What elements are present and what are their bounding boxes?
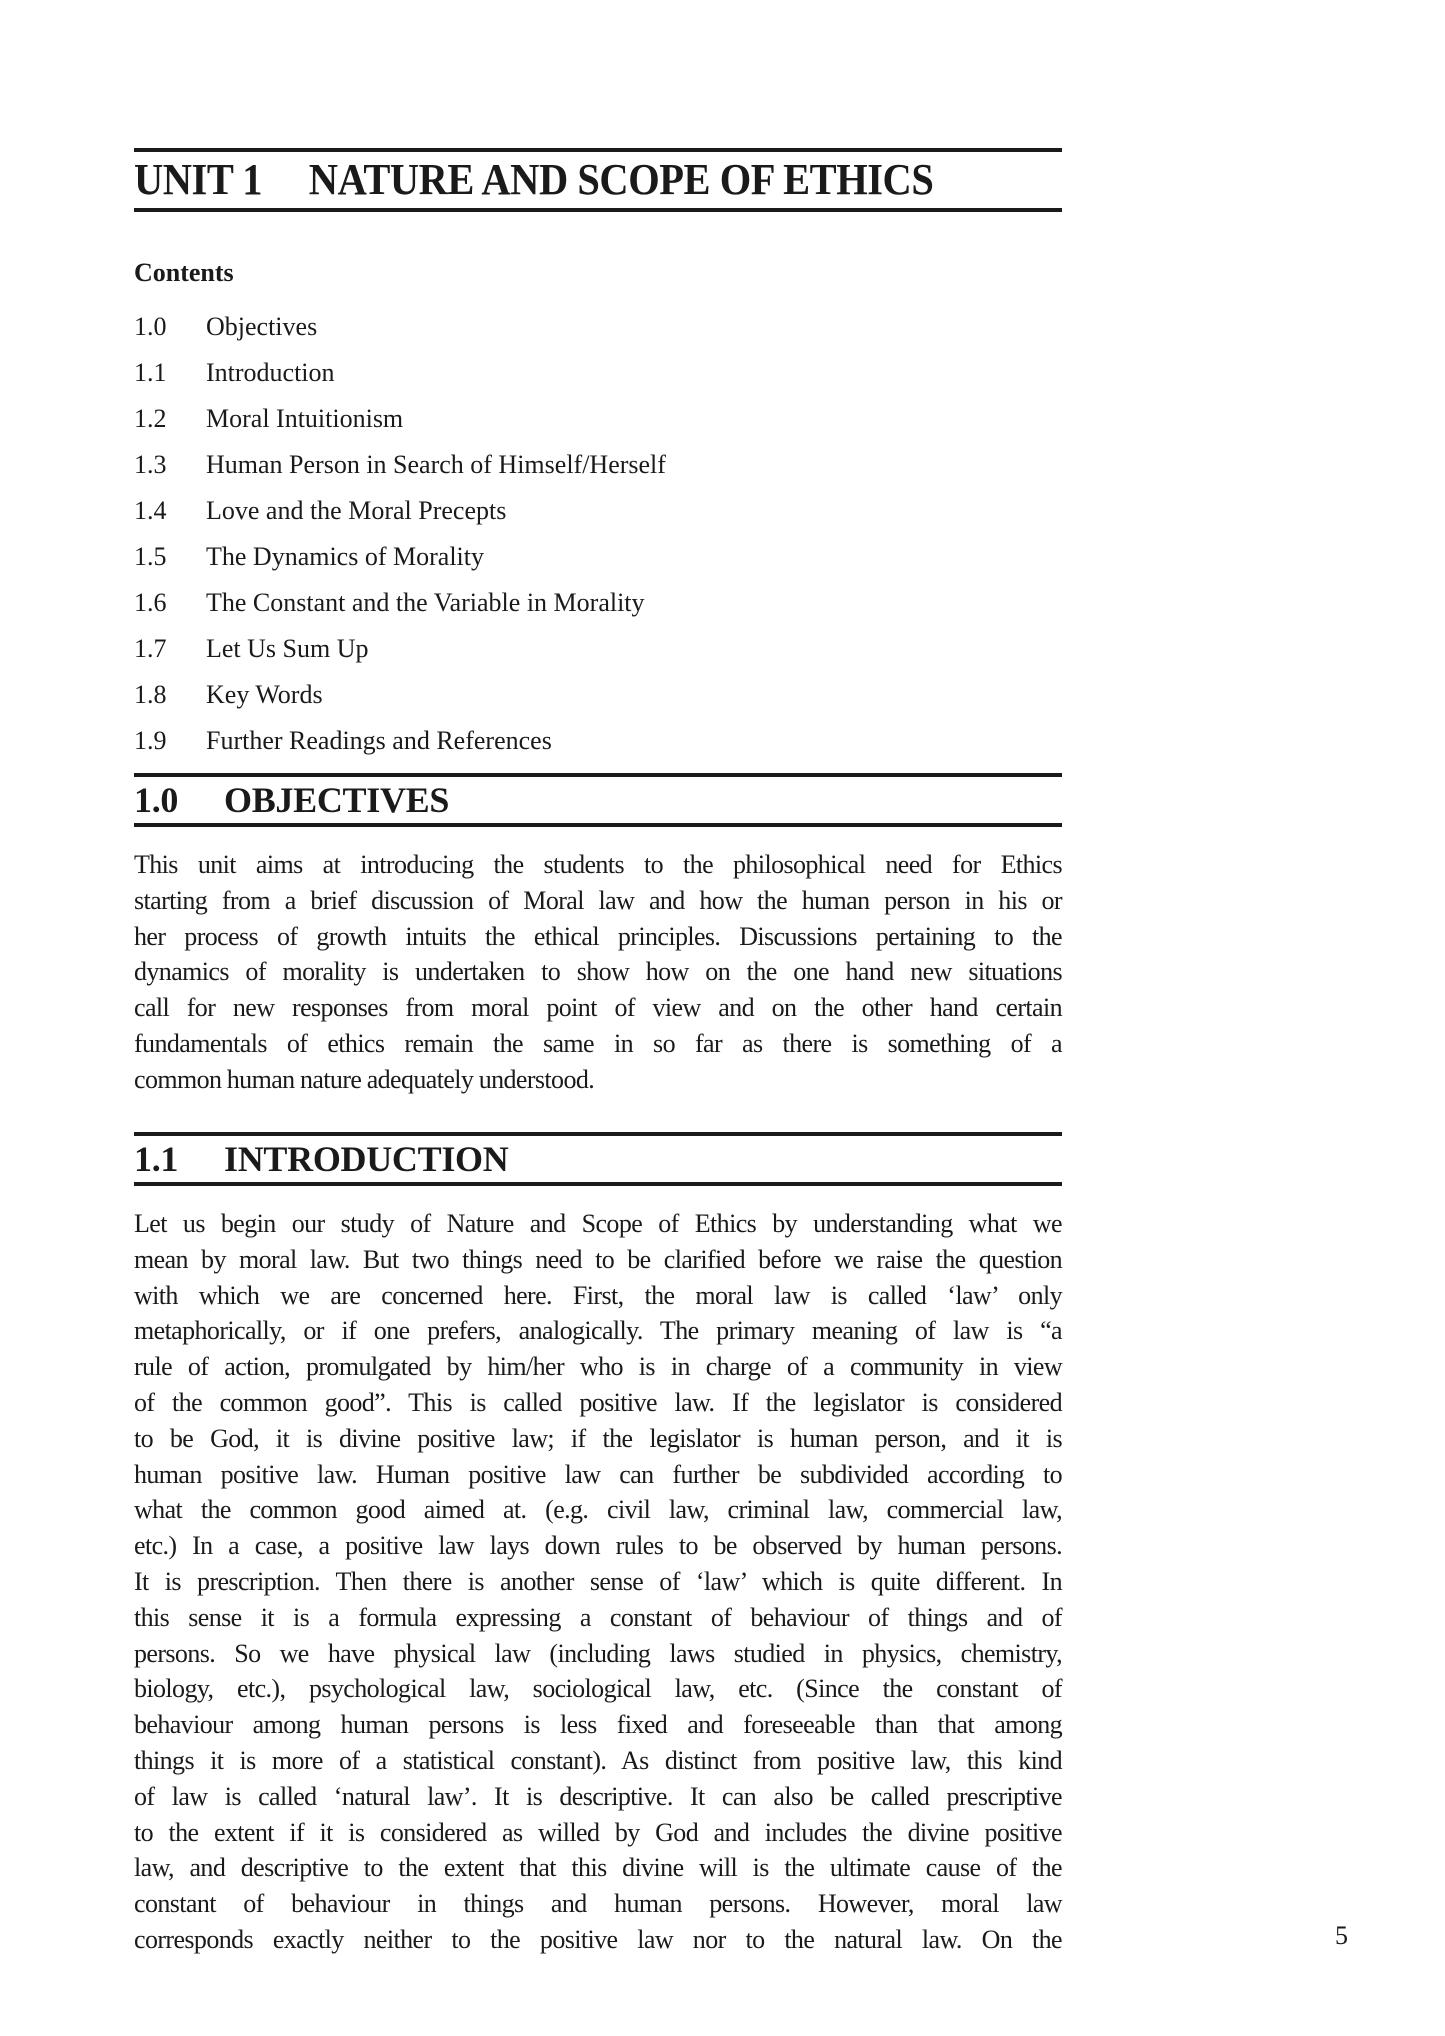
toc-item-number: 1.7 [134,634,167,663]
toc-item[interactable] [134,304,666,350]
text-line: corresponds exactly neither to the positive law nor to the natural law. On the [134,1924,1062,1954]
toc-item-number: 1.0 [134,312,167,341]
text-line: Let us begin our study of Nature and Scope of Ethics by understanding what we [134,1209,1062,1238]
section-title-text: INTRODUCTION [224,1139,509,1179]
toc-item[interactable] [134,580,666,626]
table-of-contents [134,304,666,764]
toc-item-label: Love and the Moral Precepts [206,496,507,525]
text-line: common human nature adequately understood. [134,1064,595,1094]
text-line: her process of growth intuits the ethical principles. Discussions pertaining to the [134,921,1062,951]
text-line: call for new responses from moral point of view and on the other hand certain [134,993,1062,1023]
text-line: fundamentals of ethics remain the same in so far as there is something of a [134,1028,1062,1058]
toc-item-label: Moral Intuitionism [206,404,404,433]
text-line: of the common good”. This is called positive law. If the legislator is considered [134,1387,1062,1417]
unit-title-text: NATURE AND SCOPE OF ETHICS [308,155,934,204]
section-title-text: OBJECTIVES [224,780,450,820]
toc-item-number: 1.2 [134,404,167,433]
text-line: starting from a brief discussion of Moral law and how the human person in his or [134,885,1062,915]
toc-item-label: Further Readings and References [206,726,552,755]
text-line: of law is called ‘natural law’. It is descriptive. It can also be called prescriptive [134,1781,1062,1811]
section-title [134,777,1062,823]
unit-number: UNIT 1 [134,155,263,204]
toc-item[interactable] [134,672,666,718]
text-line: behaviour among human persons is less fixed and foreseeable than that among [134,1710,1062,1740]
toc-item-label: Objectives [206,312,318,341]
toc-item-number: 1.4 [134,496,167,525]
text-line: to the extent if it is considered as willed by God and includes the divine positive [134,1817,1062,1847]
text-line: metaphorically, or if one prefers, analogically. The primary meaning of law is “a [134,1316,1062,1346]
page-number: 5 [1335,1921,1348,1950]
toc-item-label: The Constant and the Variable in Morality [206,588,645,617]
text-line: rule of action, promulgated by him/her who is in charge of a community in view [134,1352,1062,1382]
section-bottom-rule [134,1182,1062,1186]
section-number: 1.0 [134,780,179,820]
toc-item-label: Let Us Sum Up [206,634,369,663]
text-line: things it is more of a statistical constant). As distinct from positive law, this kind [134,1745,1062,1775]
toc-item[interactable] [134,488,666,534]
section-title [134,1136,1062,1182]
introduction-paragraph [134,1206,1062,1958]
toc-item-label: The Dynamics of Morality [206,542,484,571]
text-line: dynamics of morality is undertaken to show how on the one hand new situations [134,957,1062,987]
section-introduction [134,1132,1062,1958]
toc-item-number: 1.5 [134,542,167,571]
toc-item[interactable] [134,534,666,580]
text-line: to be God, it is divine positive law; if the legislator is human person, and it is [134,1423,1062,1453]
text-line: etc.) In a case, a positive law lays down rules to be observed by human persons. [134,1531,1062,1561]
toc-item-label: Introduction [206,358,335,387]
text-line: constant of behaviour in things and human persons. However, moral law [134,1889,1062,1919]
toc-item[interactable] [134,718,666,764]
text-line: mean by moral law. But two things need to be clarified before we raise the question [134,1244,1062,1274]
contents-heading: Contents [134,258,234,287]
toc-item-number: 1.3 [134,450,167,479]
toc-item[interactable] [134,350,666,396]
section-objectives [134,773,1062,1098]
section-number: 1.1 [134,1139,179,1179]
toc-item-number: 1.6 [134,588,167,617]
toc-item-number: 1.9 [134,726,167,755]
toc-item[interactable] [134,442,666,488]
text-line: This unit aims at introducing the students to the philosophical need for Ethics [134,850,1062,879]
text-line: biology, etc.), psychological law, sociological law, etc. (Since the constant of [134,1674,1062,1704]
toc-item[interactable] [134,396,666,442]
toc-item-label: Human Person in Search of Himself/Herself [206,450,666,479]
toc-item-number: 1.8 [134,680,167,709]
toc-item[interactable] [134,626,666,672]
text-line: human positive law. Human positive law can further be subdivided according to [134,1459,1062,1489]
text-line: with which we are concerned here. First, the moral law is called ‘law’ only [134,1280,1062,1310]
text-line: what the common good aimed at. (e.g. civil law, criminal law, commercial law, [134,1495,1062,1525]
unit-bottom-rule [134,208,1062,212]
text-line: persons. So we have physical law (including laws studied in physics, chemistry, [134,1638,1062,1668]
text-line: law, and descriptive to the extent that this divine will is the ultimate cause of the [134,1853,1062,1883]
section-bottom-rule [134,823,1062,827]
text-line: It is prescription. Then there is another sense of ‘law’ which is quite different. In [134,1566,1062,1596]
unit-title [134,152,988,208]
unit-header [134,148,1062,212]
toc-item-label: Key Words [206,680,323,709]
objectives-paragraph [134,847,1062,1098]
text-line: this sense it is a formula expressing a constant of behaviour of things and of [134,1602,1062,1632]
toc-item-number: 1.1 [134,358,167,387]
